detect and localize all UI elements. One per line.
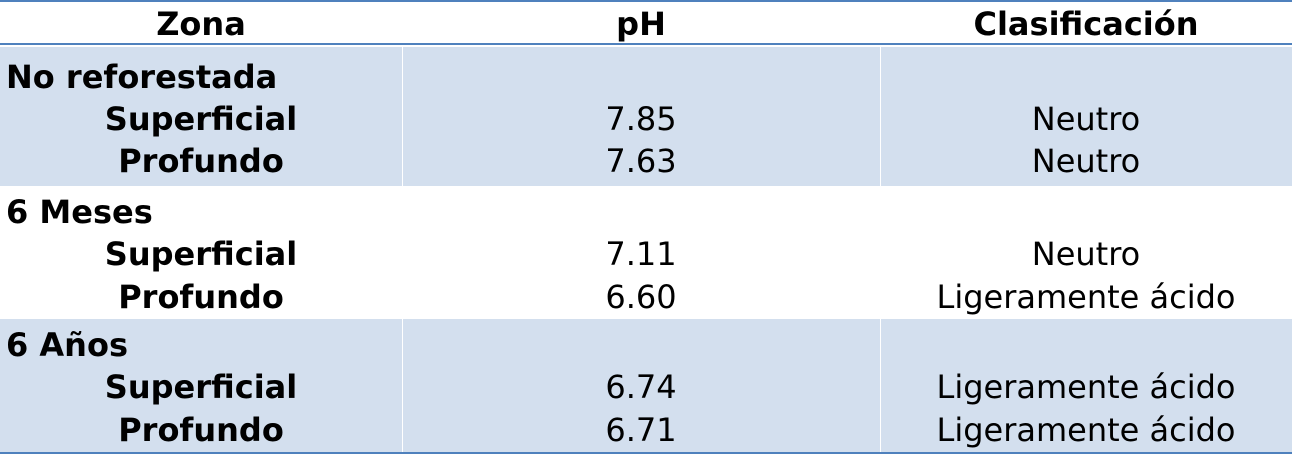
zone-sub-label: Superficial (104, 368, 298, 406)
classification-value: Neutro (1031, 100, 1141, 138)
header-ph: pH (616, 5, 666, 43)
classification-value: Ligeramente ácido (936, 368, 1236, 406)
zone-sub-label: Profundo (118, 278, 284, 316)
zone-sub-label: Profundo (118, 411, 284, 449)
ph-value: 6.60 (605, 278, 677, 316)
classification-value: Ligeramente ácido (936, 278, 1236, 316)
classification-value: Neutro (1031, 142, 1141, 180)
table-group-no-reforestada (0, 47, 1292, 186)
zone-sub-label: Profundo (118, 142, 284, 180)
group-label: 6 Meses (6, 193, 153, 231)
header-clasificacion: Clasificación (973, 5, 1199, 43)
table-group-6-anos (0, 319, 1292, 452)
ph-value: 7.11 (605, 235, 677, 273)
header-zona: Zona (156, 5, 246, 43)
group-label: 6 Años (6, 326, 128, 364)
ph-value: 7.63 (605, 142, 677, 180)
table-header-row (0, 2, 1292, 45)
classification-value: Ligeramente ácido (936, 411, 1236, 449)
classification-value: Neutro (1031, 235, 1141, 273)
ph-value: 6.74 (605, 368, 677, 406)
ph-value: 6.71 (605, 411, 677, 449)
zone-sub-label: Superficial (104, 100, 298, 138)
group-label: No reforestada (6, 58, 278, 96)
zone-sub-label: Superficial (104, 235, 298, 273)
table-group-6-meses (0, 186, 1292, 319)
ph-value: 7.85 (605, 100, 677, 138)
